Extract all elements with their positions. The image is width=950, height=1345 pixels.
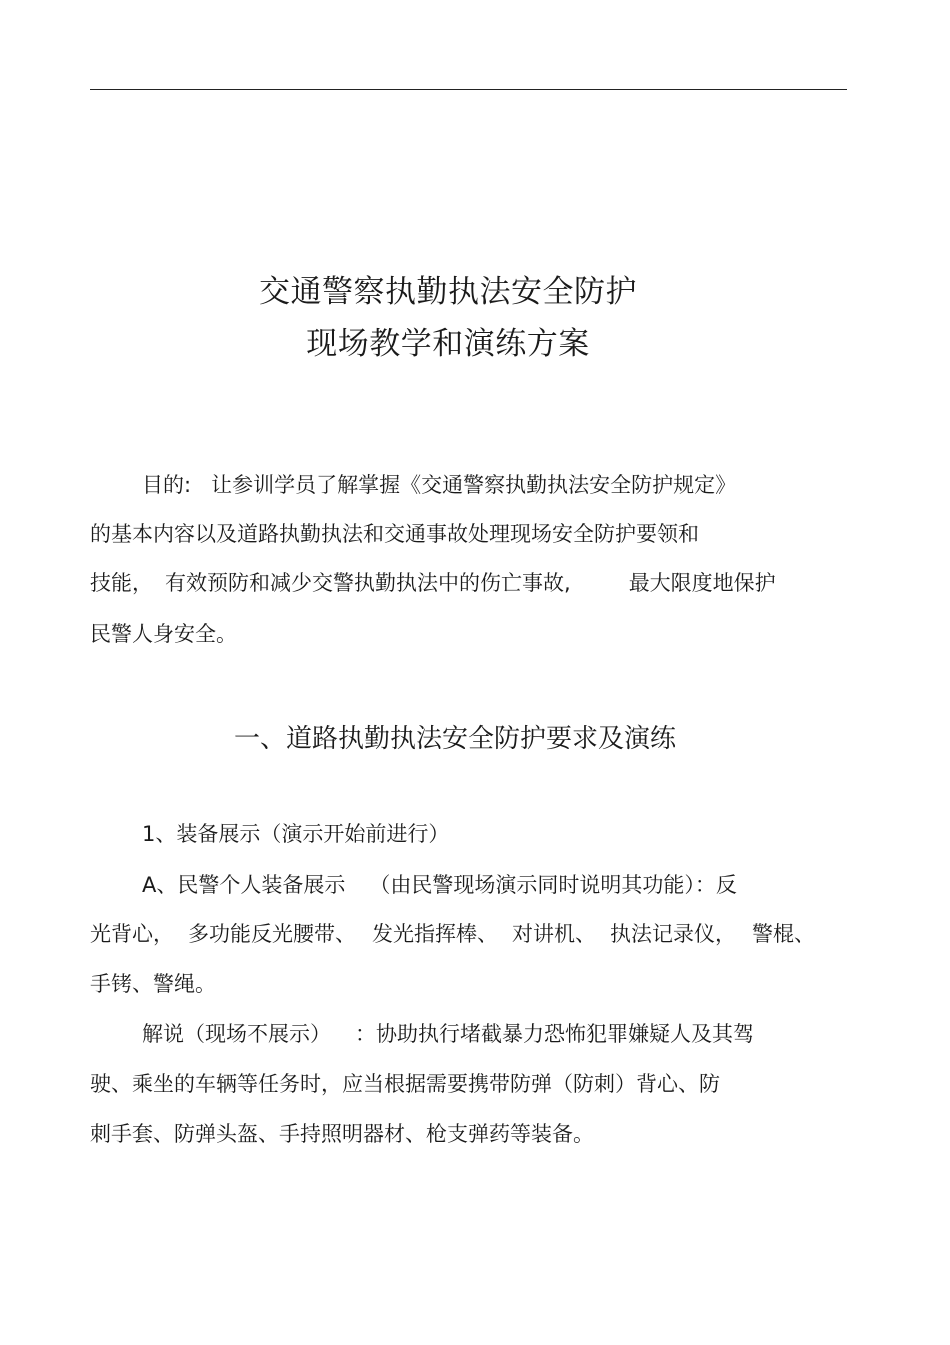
itemA-line1 xyxy=(142,875,737,896)
itemA-line1-b: （由民警现场演示同时说明其功能）：反 xyxy=(369,873,737,897)
itemA-line2-d: 对讲机、 xyxy=(512,922,596,946)
purpose-line2: 的基本内容以及道路执勤执法和交通事故处理现场安全防护要领和 xyxy=(90,522,699,546)
itemA-line2-b: 多功能反光腰带、 xyxy=(188,922,356,946)
explain-line3: 刺手套、防弹头盔、手持照明器材、枪支弹药等装备。 xyxy=(90,1122,594,1146)
purpose-text: 让参训学员了解掌握《交通警察执勤执法安全防护规定》 xyxy=(211,473,737,497)
purpose-line1 xyxy=(142,475,736,496)
itemA-line1-a: A、民警个人装备展示 xyxy=(142,873,346,897)
purpose-line3-b: 有效预防和减少交警执勤执法中的伤亡事故, xyxy=(165,571,571,595)
itemA-line2-a: 光背心， xyxy=(90,922,174,946)
document-title-line2: 现场教学和演练方案 xyxy=(306,326,590,362)
purpose-line3-c: 最大限度地保护 xyxy=(628,571,776,595)
explain-line1-b: ：协助执行堵截暴力恐怖犯罪嫌疑人及其驾 xyxy=(355,1022,754,1046)
section1-heading: 一、道路执勤执法安全防护要求及演练 xyxy=(233,724,676,754)
itemA-line3: 手铐、警绳。 xyxy=(90,972,216,996)
document-title-line1: 交通警察执勤执法安全防护 xyxy=(259,274,637,310)
itemA-line2-c: 发光指挥棒、 xyxy=(372,922,498,946)
explain-line1 xyxy=(142,1024,754,1045)
itemA-line2-f: 警棍、 xyxy=(752,922,815,946)
explain-line2: 驶、乘坐的车辆等任务时，应当根据需要携带防弹（防刺）背心、防 xyxy=(90,1072,720,1096)
purpose-label: 目的: xyxy=(142,473,192,497)
purpose-line3-a: 技能， xyxy=(90,571,153,595)
purpose-line4: 民警人身安全。 xyxy=(90,622,237,646)
item1-heading: 1、装备展示（演示开始前进行） xyxy=(142,822,450,846)
itemA-line2-e: 执法记录仪， xyxy=(610,922,736,946)
explain-line1-a: 解说（现场不展示） xyxy=(142,1022,331,1046)
purpose-line3 xyxy=(90,573,776,594)
itemA-line2 xyxy=(90,924,815,945)
header-rule xyxy=(90,89,847,90)
